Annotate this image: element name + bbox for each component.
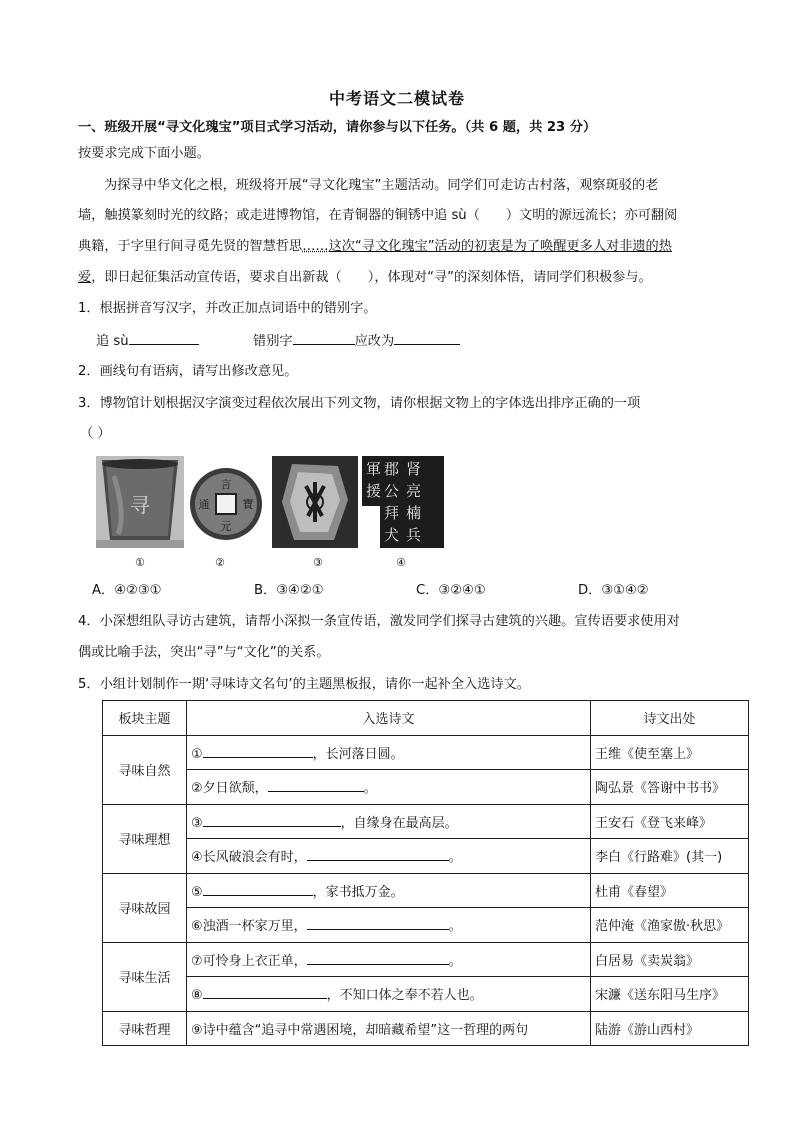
image-label-3: ③: [313, 556, 323, 569]
source-cell: 白居易《卖炭翁》: [591, 942, 749, 977]
option-b[interactable]: B．③④②①: [254, 583, 324, 598]
theme-cell: 寻味生活: [103, 942, 187, 1011]
answer-blank[interactable]: [203, 882, 313, 896]
svg-text:公: 公: [384, 482, 400, 500]
theme-cell: 寻味哲理: [103, 1011, 187, 1046]
poem-cell: ⑨诗中蕴含“追寻中常遇困境，却暗藏希望”这一哲理的两句: [187, 1011, 591, 1046]
table-header-row: [103, 701, 749, 736]
poem-cell: ⑤ ，家书抵万金。: [187, 873, 591, 908]
svg-text:寶: 寶: [242, 498, 254, 511]
svg-text:郡: 郡: [384, 460, 400, 478]
poem-cell: ④长风破浪会有时， 。: [187, 839, 591, 874]
theme-cell: 寻味理想: [103, 804, 187, 873]
passage-line-4: 爱，即日起征集活动宣传语，要求自出新裁（ ），体现对“寻”的深刻体悟，请同学们积极参与。: [78, 270, 652, 285]
passage-line-2: 墙，触摸篆刻时光的纹路；或走进博物馆，在青铜器的铜锈中追 sù（ ）文明的源远流长；亦可翻阅: [78, 208, 678, 223]
section-heading: 一、班级开展“寻文化瑰宝”项目式学习活动，请你参与以下任务。（共 6 题，共 23 分）: [78, 120, 597, 135]
svg-text:元: 元: [220, 520, 232, 533]
poem-cell: ⑦可怜身上衣正单， 。: [187, 942, 591, 977]
svg-text:援: 援: [366, 482, 382, 500]
table-row: [103, 873, 749, 908]
svg-text:通: 通: [198, 498, 210, 511]
table-row: [103, 804, 749, 839]
correction-blank[interactable]: [394, 331, 460, 345]
table-row: [103, 977, 749, 1012]
artifact-photos: [96, 456, 446, 548]
svg-text:楠: 楠: [406, 504, 422, 522]
image-label-1: ①: [135, 556, 145, 569]
poem-cell: ⑧ ，不知口体之奉不若人也。: [187, 977, 591, 1012]
source-cell: 宋濂《送东阳马生序》: [591, 977, 749, 1012]
svg-text:拜: 拜: [384, 504, 400, 522]
header-poem: 入选诗文: [187, 701, 591, 736]
answer-blank[interactable]: [203, 985, 327, 999]
question-2-stem: 2．画线句有语病，请写出修改意见。: [78, 364, 298, 379]
table-row: [103, 1011, 749, 1046]
option-a[interactable]: A．④②③①: [92, 583, 162, 598]
svg-text:言: 言: [220, 478, 232, 491]
header-source: 诗文出处: [591, 701, 749, 736]
table-row: [103, 908, 749, 943]
image-label-2: ②: [215, 556, 225, 569]
poem-cell: ②夕日欲颓， 。: [187, 770, 591, 805]
svg-text:肾: 肾: [406, 460, 422, 478]
theme-cell: 寻味故园: [103, 873, 187, 942]
svg-text:兵: 兵: [406, 526, 422, 544]
answer-blank[interactable]: [203, 813, 341, 827]
question-1-stem: 1．根据拼音写汉字，并改正加点词语中的错别字。: [78, 301, 377, 316]
table-row: [103, 942, 749, 977]
question-4-stem-line-2: 偶或比喻手法，突出“寻”与“文化”的关系。: [78, 645, 330, 660]
answer-blank[interactable]: [268, 778, 364, 792]
table-row: [103, 839, 749, 874]
bronze-cup-icon: [96, 456, 184, 548]
source-cell: 陆游《游山西村》: [591, 1011, 749, 1046]
svg-text:寻: 寻: [130, 493, 150, 517]
source-cell: 王维《使至塞上》: [591, 735, 749, 770]
poem-cell: ① ，长河落日圆。: [187, 735, 591, 770]
source-cell: 王安石《登飞来峰》: [591, 804, 749, 839]
svg-text:亮: 亮: [406, 482, 422, 500]
answer-blank[interactable]: [307, 916, 449, 930]
theme-cell: 寻味自然: [103, 735, 187, 804]
svg-text:軍: 軍: [366, 460, 382, 478]
pinyin-answer-blank[interactable]: [129, 331, 199, 345]
poem-cell: ⑥浊酒一杯家万里， 。: [187, 908, 591, 943]
image-label-4: ④: [396, 556, 406, 569]
answer-blank[interactable]: [307, 951, 449, 965]
underlined-sentence: 这次“寻文化瑰宝”活动的初衷是为了唤醒更多人对非遗的热: [328, 239, 672, 254]
header-theme: 板块主题: [103, 701, 187, 736]
question-3-stem: 3．博物馆计划根据汉字演变过程依次展出下列文物，请你根据文物上的字体选出排序正确的一项: [78, 396, 641, 411]
poem-cell: ③ ，自缘身在最高层。: [187, 804, 591, 839]
question-1-answers: 追 sù 错别字 应改为: [96, 331, 460, 352]
source-cell: 陶弘景《答谢中书书》: [591, 770, 749, 805]
passage-line-3: 典籍，于字里行间寻觅先贤的智慧哲思……这次“寻文化瑰宝”活动的初衷是为了唤醒更多人对非遗的热: [78, 239, 672, 254]
option-c[interactable]: C．③②④①: [416, 583, 486, 598]
page-title: 中考语文二模试卷: [328, 89, 465, 108]
source-cell: 范仲淹《渔家傲·秋思》: [591, 908, 749, 943]
question-4-stem-line-1: 4．小深想组队寻访古建筑，请帮小深拟一条宣传语，激发同学们探寻古建筑的兴趣。宣传语要求使用对: [78, 614, 680, 629]
table-row: [103, 735, 749, 770]
option-d[interactable]: D．③①④②: [578, 583, 649, 598]
stone-rubbing-icon: [362, 456, 444, 548]
jade-pendant-icon: [272, 456, 358, 548]
poetry-table: [102, 700, 749, 1046]
source-cell: 李白《行路难》(其一): [591, 839, 749, 874]
passage-line-1: 为探寻中华文化之根，班级将开展“寻文化瑰宝”主题活动。同学们可走访古村落，观察斑驳的老: [104, 178, 659, 193]
table-row: [103, 770, 749, 805]
svg-text:犬: 犬: [384, 526, 400, 544]
source-cell: 杜甫《春望》: [591, 873, 749, 908]
question-3-paren: （ ）: [80, 426, 111, 441]
question-5-stem: 5．小组计划制作一期‘寻味诗文名句’的主题黑板报，请你一起补全入选诗文。: [78, 677, 530, 692]
section-instruction: 按要求完成下面小题。: [78, 146, 210, 161]
answer-blank[interactable]: [307, 847, 449, 861]
wrong-char-blank[interactable]: [293, 331, 355, 345]
ancient-coin-icon: [186, 456, 266, 548]
answer-blank[interactable]: [203, 744, 313, 758]
